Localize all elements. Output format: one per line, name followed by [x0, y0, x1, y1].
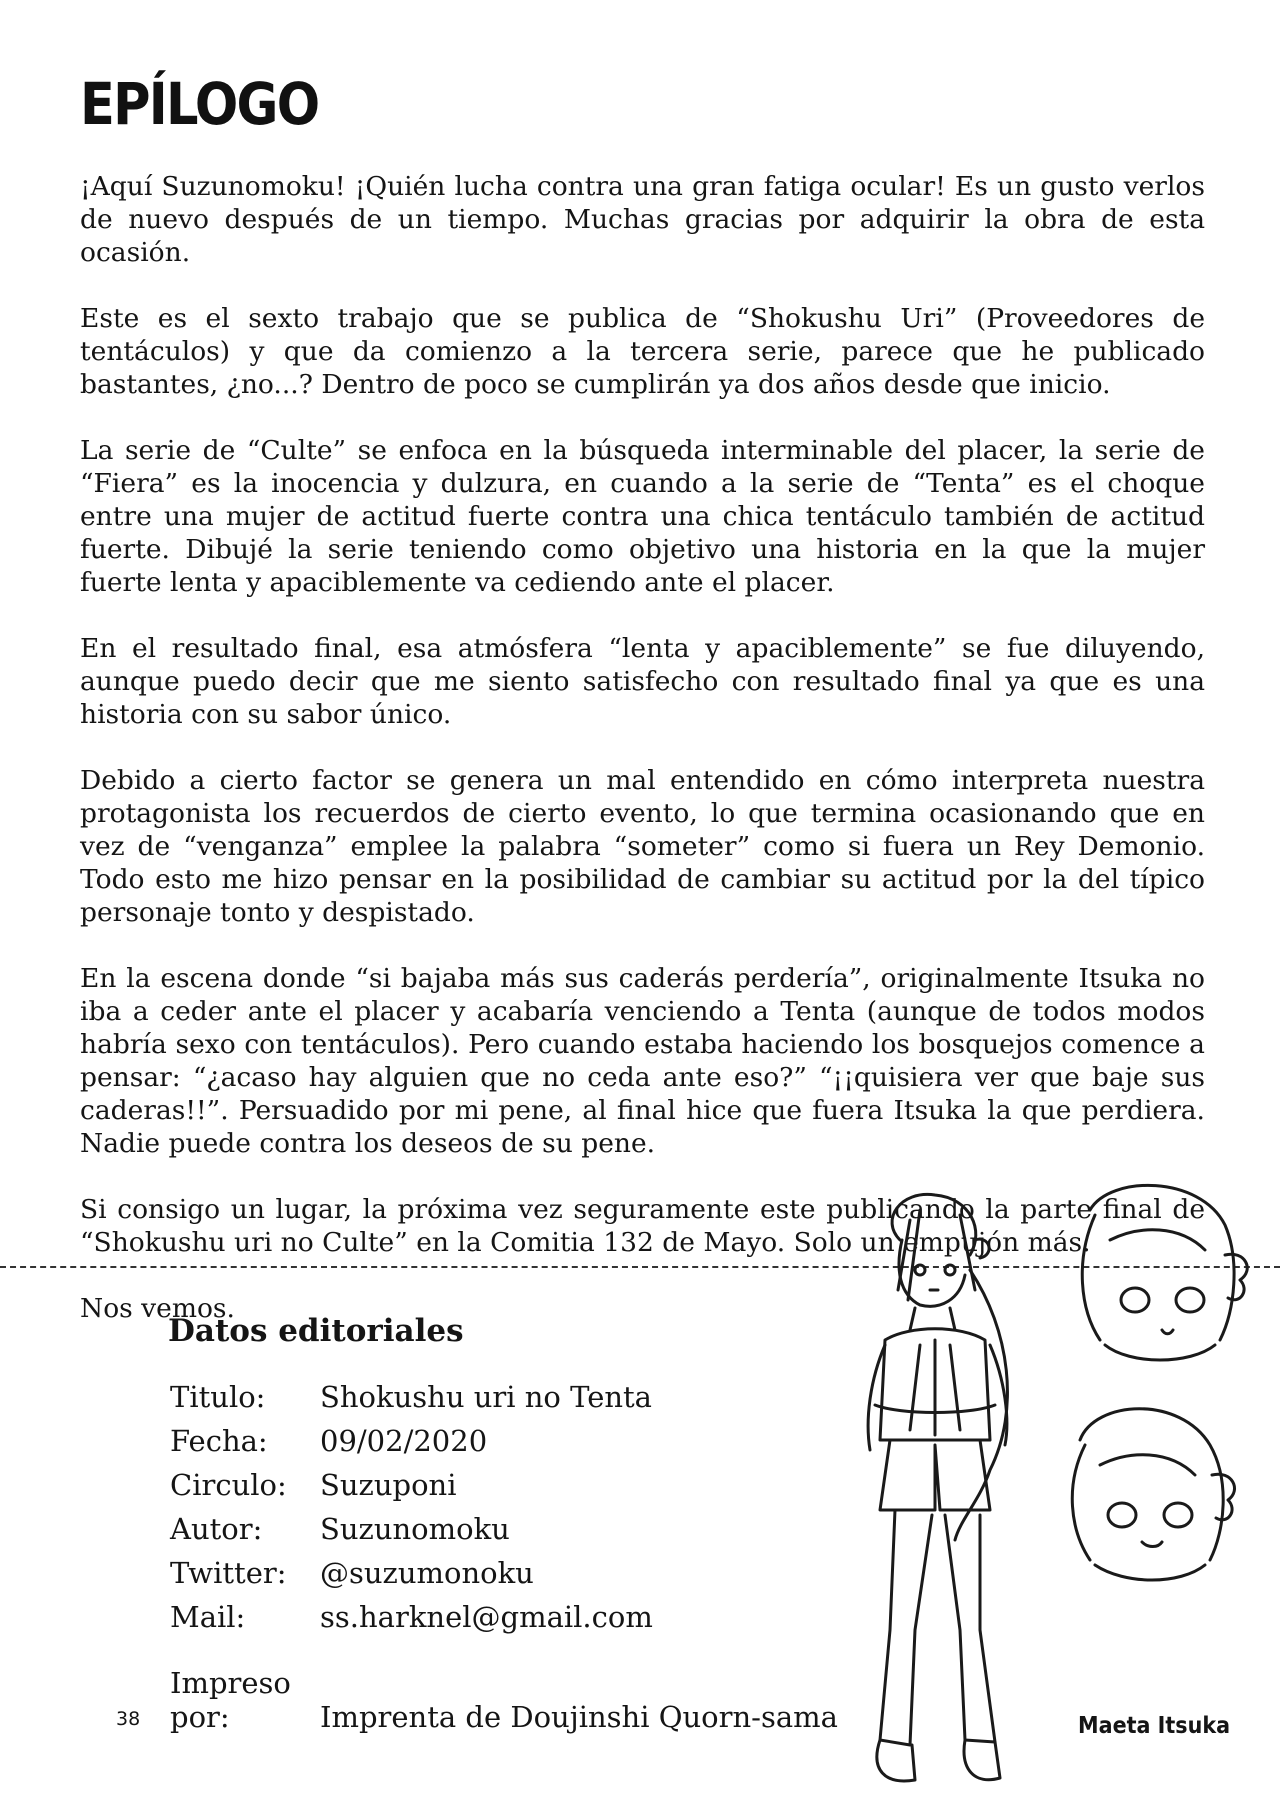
printed-by-value: Imprenta de Doujinshi Quorn-sama: [320, 1700, 838, 1734]
page-number: 38: [116, 1708, 141, 1730]
paragraph: En la escena donde “si bajaba más sus caderás perdería”, originalmente Itsuka no iba a ceder ante el placer y acabaría venciendo a Tenta (aunque de todos modos habría sexo con tentáculos). Pero cuando estaba haciendo los bosquejos comence a pensar: “¿acaso hay alguien que no ceda ante eso?” “¡¡quisiera ver que baje sus caderas!!”. Persuadido por mi pene, al final hice que fuera Itsuka la que perdiera. Nadie puede contra los deseos de su pene.: [80, 963, 1205, 1159]
page-title: EPÍLOGO: [80, 70, 319, 138]
editorial-value: Shokushu uri no Tenta: [320, 1380, 652, 1414]
editorial-value: 09/02/2020: [320, 1424, 488, 1458]
editorial-label: Fecha:: [170, 1424, 268, 1458]
printed-by-label: Impreso por:: [170, 1666, 291, 1734]
editorial-label: Autor:: [170, 1512, 263, 1546]
editorial-heading: Datos editoriales: [168, 1313, 464, 1349]
closing-line: Nos vemos.: [80, 1293, 235, 1324]
editorial-label: Mail:: [170, 1600, 246, 1634]
standing-figure-sketch: [868, 1194, 1007, 1781]
paragraph: ¡Aquí Suzunomoku! ¡Quién lucha contra una gran fatiga ocular! Es un gusto verlos de nuevo después de un tiempo. Muchas gracias por adquirir la obra de esta ocasión.: [80, 171, 1205, 268]
paragraph: Debido a cierto factor se genera un mal entendido en cómo interpreta nuestra protagonista los recuerdos de cierto evento, lo que termina ocasionando que en vez de “venganza” emplee la palabra “someter” como si fuera un Rey Demonio. Todo esto me hizo pensar en la posibilidad de cambiar su actitud por la del típico personaje tonto y despistado.: [80, 765, 1205, 928]
editorial-value: Suzunomoku: [320, 1512, 510, 1546]
editorial-label: Twitter:: [170, 1556, 287, 1590]
editorial-label: Titulo:: [170, 1380, 266, 1414]
editorial-label: Circulo:: [170, 1468, 287, 1502]
character-name-caption: Maeta Itsuka: [1078, 1713, 1231, 1739]
editorial-value: Suzuponi: [320, 1468, 457, 1502]
editorial-value: ss.harknel@gmail.com: [320, 1600, 653, 1634]
editorial-value: @suzumonoku: [320, 1556, 534, 1590]
face-sketch-top: [1082, 1185, 1247, 1360]
paragraph: Este es el sexto trabajo que se publica de “Shokushu Uri” (Proveedores de tentáculos) y que da comienzo a la tercera serie, parece que he publicado bastantes, ¿no...? Dentro de poco se cumplirán ya dos años desde que inicio.: [80, 303, 1205, 400]
paragraph: La serie de “Culte” se enfoca en la búsqueda interminable del placer, la serie de “Fiera” es la inocencia y dulzura, en cuando a la serie de “Tenta” es el choque entre una mujer de actitud fuerte contra una chica tentáculo también de actitud fuerte. Dibujé la serie teniendo como objetivo una historia en la que la mujer fuerte lenta y apaciblemente va cediendo ante el placer.: [80, 435, 1205, 598]
face-sketch-bottom: [1072, 1409, 1234, 1580]
paragraph: Si consigo un lugar, la próxima vez seguramente este publicando la parte final de “Shokushu uri no Culte” en la Comitia 132 de Mayo. Solo un empujón más.: [80, 1194, 1205, 1258]
paragraph: En el resultado final, esa atmósfera “lenta y apaciblemente” se fue diluyendo, aunque puedo decir que me siento satisfecho con resultado final ya que es una historia con su sabor único.: [80, 633, 1205, 730]
